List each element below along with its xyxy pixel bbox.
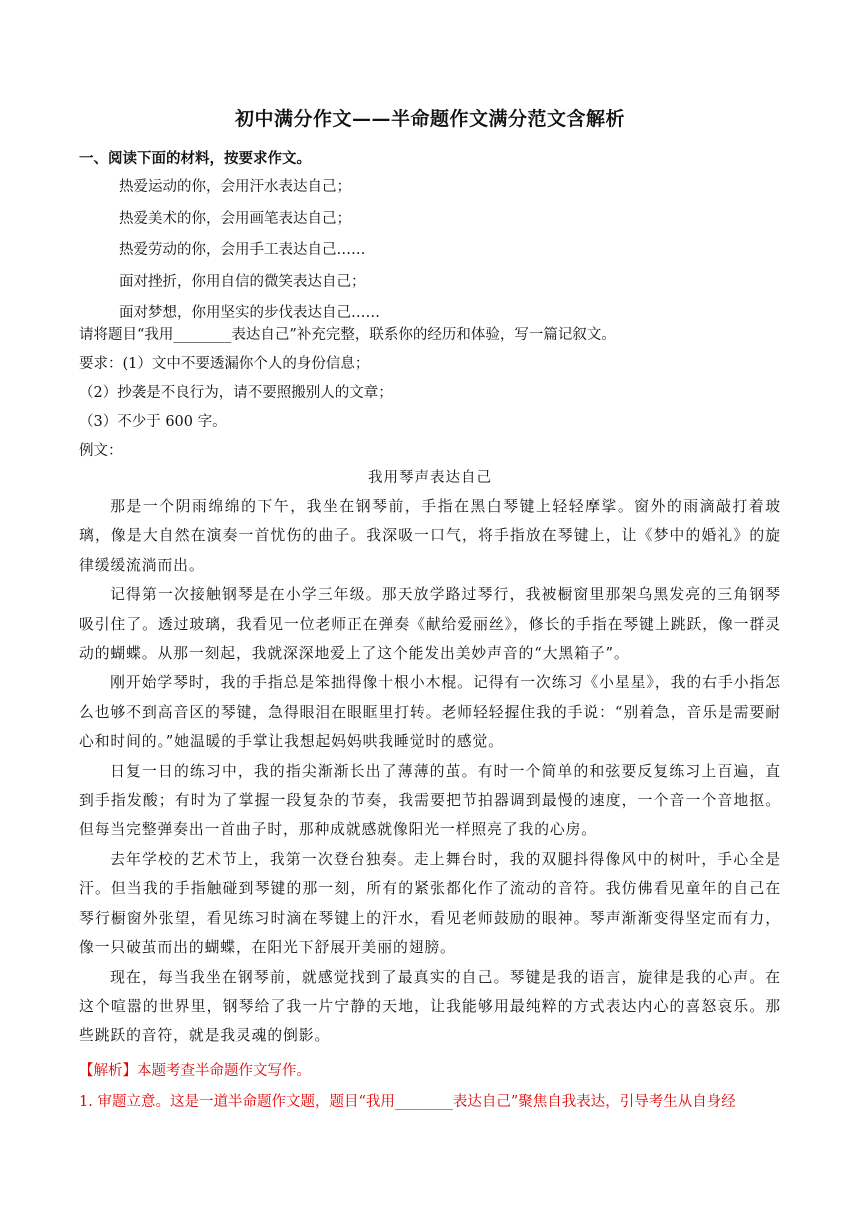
essay-paragraph: 现在，每当我坐在钢琴前，就感觉找到了最真实的自己。琴键是我的语言，旋律是我的心声。在这个喧嚣的世界里，钢琴给了我一片宁静的天地，让我能够用最纯粹的方式表达内心的喜怒哀乐。那些跳跃的音符，就是我灵魂的倒影。 xyxy=(79,968,781,1045)
poem-line: 热爱运动的你，会用汗水表达自己； xyxy=(119,179,351,195)
essay-paragraph: 记得第一次接触钢琴是在小学三年级。那天放学路过琴行，我被橱窗里那架乌黑发亮的三角钢琴吸引住了。透过玻璃，我看见一位老师正在弹奏《献给爱丽丝》，修长的手指在琴键上跳跃，像一群灵动的蝴蝶。从那一刻起，我就深深地爱上了这个能发出美妙声音的“大黑箱子”。 xyxy=(79,586,781,663)
poem-line: 热爱美术的你，会用画笔表达自己； xyxy=(119,210,351,227)
requirement-line: 要求：(1）文中不要透漏你个人的身份信息； xyxy=(79,356,370,372)
poem-line: 面对梦想，你用坚实的步伐表达自己…… xyxy=(119,305,380,321)
essay-paragraph: 日复一日的练习中，我的指尖渐渐长出了薄薄的茧。有时一个简单的和弦要反复练习上百遍，直到手指发酸；有时为了掌握一段复杂的节奏，我需要把节拍器调到最慢的速度，一个音一个音地抠。但每当完整弹奏出一首曲子时，那种成就感就像阳光一样照亮了我的心房。 xyxy=(79,762,781,839)
essay-title: 我用琴声表达自己 xyxy=(368,470,492,486)
essay-body xyxy=(79,492,781,1051)
requirement-line: （2）抄袭是不良行为，请不要照搬别人的文章； xyxy=(79,385,393,401)
material-poem xyxy=(119,172,380,330)
essay-paragraph: 去年学校的艺术节上，我第一次登台独奏。走上舞台时，我的双腿抖得像风中的树叶，手心全是汗。但当我的手指触碰到琴键的那一刻，所有的紧张都化作了流动的音符。我仿佛看见童年的自己在琴行橱窗外张望，看见练习时滴在琴键上的汗水，看见老师鼓励的眼神。琴声渐渐变得坚定而有力，像一只破茧而出的蝴蝶，在阳光下舒展开美丽的翅膀。 xyxy=(79,850,781,957)
essay-paragraph: 刚开始学琴时，我的手指总是笨拙得像十根小木棍。记得有一次练习《小星星》，我的右手小指怎么也够不到高音区的琴键，急得眼泪在眼眶里打转。老师轻轻握住我的手说：“别着急，音乐是需要耐心和时间的。”她温暖的手掌让我想起妈妈哄我睡觉时的感觉。 xyxy=(79,674,781,751)
essay-paragraph: 那是一个阴雨绵绵的下午，我坐在钢琴前，手指在黑白琴键上轻轻摩挲。窗外的雨滴敲打着玻璃，像是大自然在演奏一首忧伤的曲子。我深吸一口气，将手指放在琴键上，让《梦中的婚礼》的旋律缓缓流淌而出。 xyxy=(79,498,781,574)
analysis-point: 1. 审题立意。这是一道半命题作文题，题目“我用________表达自己”聚焦自我表达，引导考生从自身经 xyxy=(79,1094,736,1110)
section-heading: 一、阅读下面的材料，按要求作文。 xyxy=(79,150,311,167)
prompt-line: 请将题目“我用________表达自己”补充完整，联系你的经历和体验，写一篇记叙文。 xyxy=(79,327,616,343)
poem-line: 热爱劳动的你，会用手工表达自己…… xyxy=(119,242,366,258)
requirement-line: （3）不少于 600 字。 xyxy=(79,414,227,430)
page-title: 初中满分作文——半命题作文满分范文含解析 xyxy=(234,108,625,130)
writing-instructions xyxy=(79,321,779,466)
analysis-heading: 【解析】本题考查半命题作文写作。 xyxy=(79,1063,311,1079)
example-label: 例文： xyxy=(79,443,123,459)
analysis-section xyxy=(79,1056,781,1118)
poem-line: 面对挫折，你用自信的微笑表达自己； xyxy=(119,273,366,290)
